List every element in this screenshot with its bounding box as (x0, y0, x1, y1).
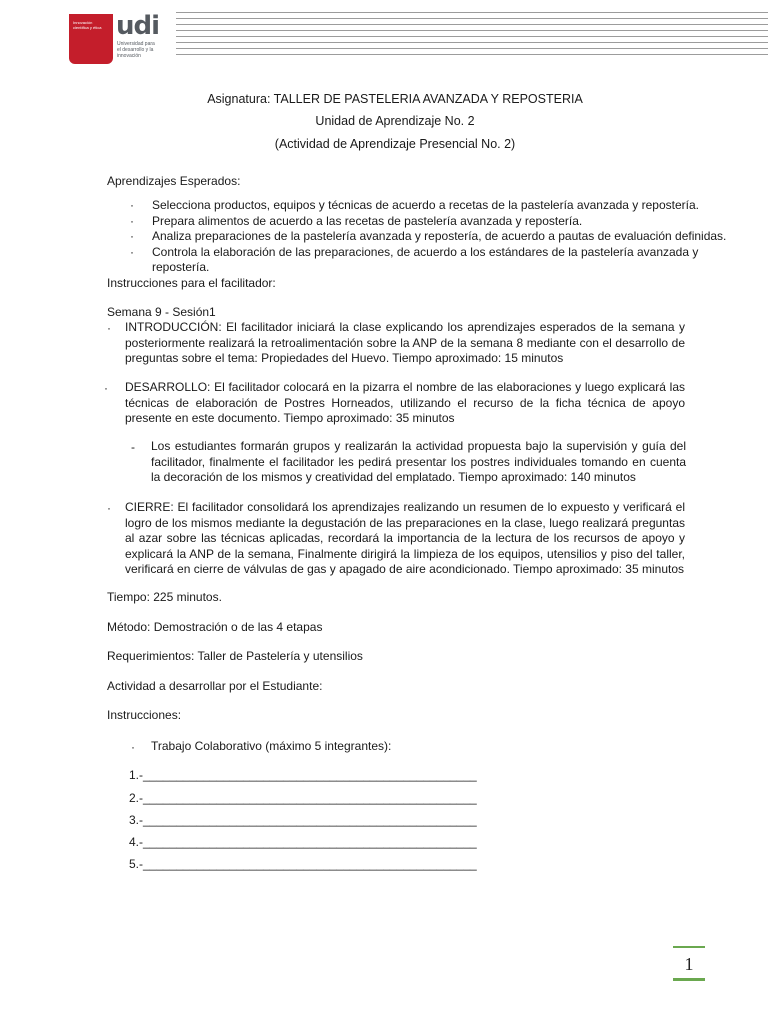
list-item: · Analiza preparaciones de la pastelería avanzada y repostería, de acuerdo a pautas de evaluación definidas. (130, 229, 750, 245)
logo-wordmark: udi (116, 11, 160, 41)
aprendizajes-list (130, 198, 750, 276)
dash-marker: - (131, 440, 135, 454)
tiempo-text: Tiempo: 225 minutos. (107, 590, 222, 604)
integrante-line: 4.-__________________________________________________ (129, 835, 477, 849)
cierre-paragraph: CIERRE: El facilitador consolidará los aprendizajes realizando un resumen de lo expuesto y verificará el logro de los mismos mediante la degustación de las preparaciones en la clase, luego realizará preguntas al azar sobre las técnicas aplicadas, recordará la importancia de la lectura de los recursos de apoyo y explicará la ANP de la semana, Finalmente dirigirá la limpieza de los equipos, utensilios y piso del taller, verificará en cierre de válvulas de gas y apagado de aire acondicionado. Tiempo aproximado: 35 minutos (125, 500, 685, 576)
aprendizajes-label: Aprendizajes Esperados: (107, 174, 241, 188)
page-number-top-rule (673, 946, 705, 948)
list-item: · Prepara alimentos de acuerdo a las recetas de pastelería avanzada y repostería. (130, 214, 750, 230)
instrucciones-label: Instrucciones: (107, 708, 182, 722)
desarrollo-paragraph: DESARROLLO: El facilitador colocará en la pizarra el nombre de las elaboraciones y luego explicará las técnicas de elaboración de Postres Horneados, utilizando el recurso de la ficha técnica de apoyo presente en este documento. Tiempo aproximado: 35 minutos (125, 380, 685, 425)
page-number-text: 1 (684, 954, 694, 974)
actividad-title: (Actividad de Aprendizaje Presencial No. 2) (274, 137, 516, 151)
introduccion-paragraph (125, 320, 685, 367)
integrante-line: 2.-__________________________________________________ (129, 791, 477, 805)
trabajo-colaborativo-text: Trabajo Colaborativo (máximo 5 integrantes): (151, 739, 392, 753)
introduccion-text: INTRODUCCIÓN: El facilitador iniciará la clase explicando los aprendizajes esperados de la semana y posteriormente realizará la retroalimentación sobre la ANP de la semana 8 mediante con el desarrollo de preguntas sobre el tema: Propiedades del Huevo. Tiempo aproximado: 15 minutos (125, 320, 685, 365)
bullet-dot: · (107, 321, 111, 335)
requerimientos-text: Requerimientos: Taller de Pastelería y utensilios (107, 649, 363, 663)
actividad-estudiante-label: Actividad a desarrollar por el Estudiante: (107, 679, 323, 693)
header-stripes (176, 12, 768, 60)
page-number (673, 946, 705, 980)
asignatura-title: Asignatura: TALLER DE PASTELERIA AVANZADA Y REPOSTERIA (207, 92, 583, 106)
list-item: · Controla la elaboración de las preparaciones, de acuerdo a los estándares de la pastelería avanzada y repostería. (130, 245, 750, 276)
integrante-line: 1.-__________________________________________________ (129, 768, 477, 782)
instrucciones-facilitador-label: Instrucciones para el facilitador: (107, 276, 276, 290)
unidad-title: Unidad de Aprendizaje No. 2 (315, 114, 475, 128)
bullet-dot: · (107, 501, 111, 515)
integrante-line: 5.-__________________________________________________ (129, 857, 477, 871)
semana-label: Semana 9 - Sesión1 (107, 305, 216, 319)
udi-logo (69, 11, 160, 64)
bullet-dot: · (131, 740, 135, 754)
list-item: · Selecciona productos, equipos y técnicas de acuerdo a recetas de la pastelería avanzada y repostería. (130, 198, 750, 214)
logo-badge (69, 14, 113, 64)
estudiantes-paragraph: Los estudiantes formarán grupos y realizarán la actividad propuesta bajo la supervisión y guía del facilitador, finalmente el facilitador les pedirá presentar los postres individuales tomando en cuenta la decoración de los mismos y creatividad del emplatado. Tiempo aproximado: 140 minutos (151, 439, 686, 484)
metodo-text: Método: Demostración o de las 4 etapas (107, 620, 323, 634)
page-number-bottom-rule (673, 978, 705, 981)
logo-tagline: Universidad para el desarrollo y la innovación (117, 41, 155, 59)
logo-badge-text: Innovación científica y ética (73, 20, 102, 30)
bullet-dot: · (104, 381, 108, 395)
integrante-line: 3.-__________________________________________________ (129, 813, 477, 827)
